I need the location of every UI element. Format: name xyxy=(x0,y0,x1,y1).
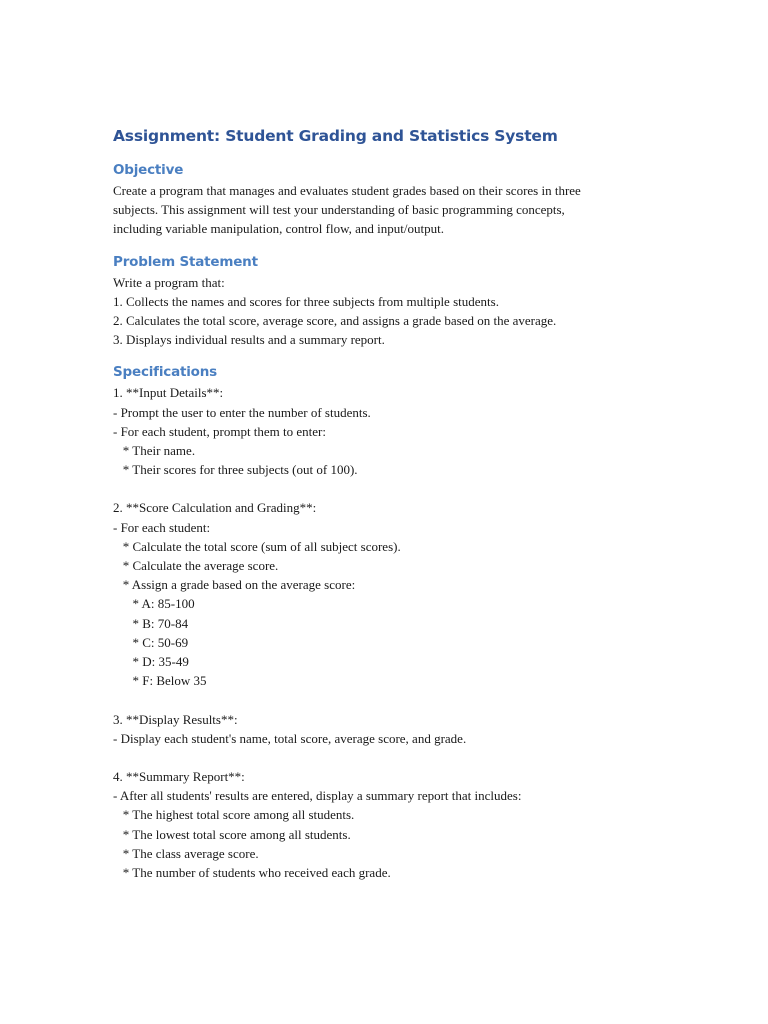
spec-line: * The highest total score among all students. xyxy=(113,807,355,823)
spec-line: * The lowest total score among all students. xyxy=(113,826,351,842)
problem-statement-body xyxy=(113,273,653,350)
spec-line: - Display each student's name, total score, average score, and grade. xyxy=(113,730,467,746)
objective-line: including variable manipulation, control flow, and input/output. xyxy=(113,221,444,237)
objective-line: Create a program that manages and evaluates student grades based on their scores in three xyxy=(113,183,581,198)
spec-line: - Prompt the user to enter the number of students. xyxy=(113,404,371,420)
spec-line: - After all students' results are entered, display a summary report that includes: xyxy=(113,788,522,804)
spec-line: 1. **Input Details**: xyxy=(113,385,224,401)
spec-summary-report xyxy=(113,767,653,882)
spec-line: * F: Below 35 xyxy=(113,673,207,689)
spec-line: * The number of students who received each grade. xyxy=(113,865,391,880)
spec-line: 4. **Summary Report**: xyxy=(113,769,245,785)
spec-line: 3. **Display Results**: xyxy=(113,711,238,727)
spec-line: * A: 85-100 xyxy=(113,596,195,612)
spec-line: * Their scores for three subjects (out of 100). xyxy=(113,462,358,478)
objective-line: subjects. This assignment will test your understanding of basic programming concepts, xyxy=(113,202,565,218)
objective-heading: Objective xyxy=(113,162,184,178)
objective-body xyxy=(113,181,653,239)
spec-input-details xyxy=(113,383,653,479)
problem-line: 3. Displays individual results and a summary report. xyxy=(113,332,385,348)
problem-line: 2. Calculates the total score, average score, and assigns a grade based on the average. xyxy=(113,312,557,328)
specifications-body xyxy=(113,383,653,882)
spec-display-results xyxy=(113,710,653,748)
problem-line: Write a program that: xyxy=(113,274,225,290)
specifications-heading: Specifications xyxy=(113,364,217,381)
spec-line: * Calculate the total score (sum of all subject scores). xyxy=(113,538,401,554)
spec-line: - For each student, prompt them to enter: xyxy=(113,423,327,439)
spec-line: * D: 35-49 xyxy=(113,653,189,669)
spec-line: 2. **Score Calculation and Grading**: xyxy=(113,500,317,516)
problem-line: 1. Collects the names and scores for three subjects from multiple students. xyxy=(113,293,499,309)
spec-line: * The class average score. xyxy=(113,845,259,861)
spec-line: * Their name. xyxy=(113,442,196,458)
spec-score-calculation xyxy=(113,498,653,690)
spec-line: * C: 50-69 xyxy=(113,634,189,650)
document-page xyxy=(113,123,653,882)
spec-line: * Assign a grade based on the average score: xyxy=(113,577,356,593)
document-title: Assignment: Student Grading and Statistics System xyxy=(113,127,558,145)
problem-statement-heading: Problem Statement xyxy=(113,253,258,270)
spec-line: * B: 70-84 xyxy=(113,615,189,631)
spec-line: - For each student: xyxy=(113,519,211,535)
spec-line: * Calculate the average score. xyxy=(113,558,279,573)
